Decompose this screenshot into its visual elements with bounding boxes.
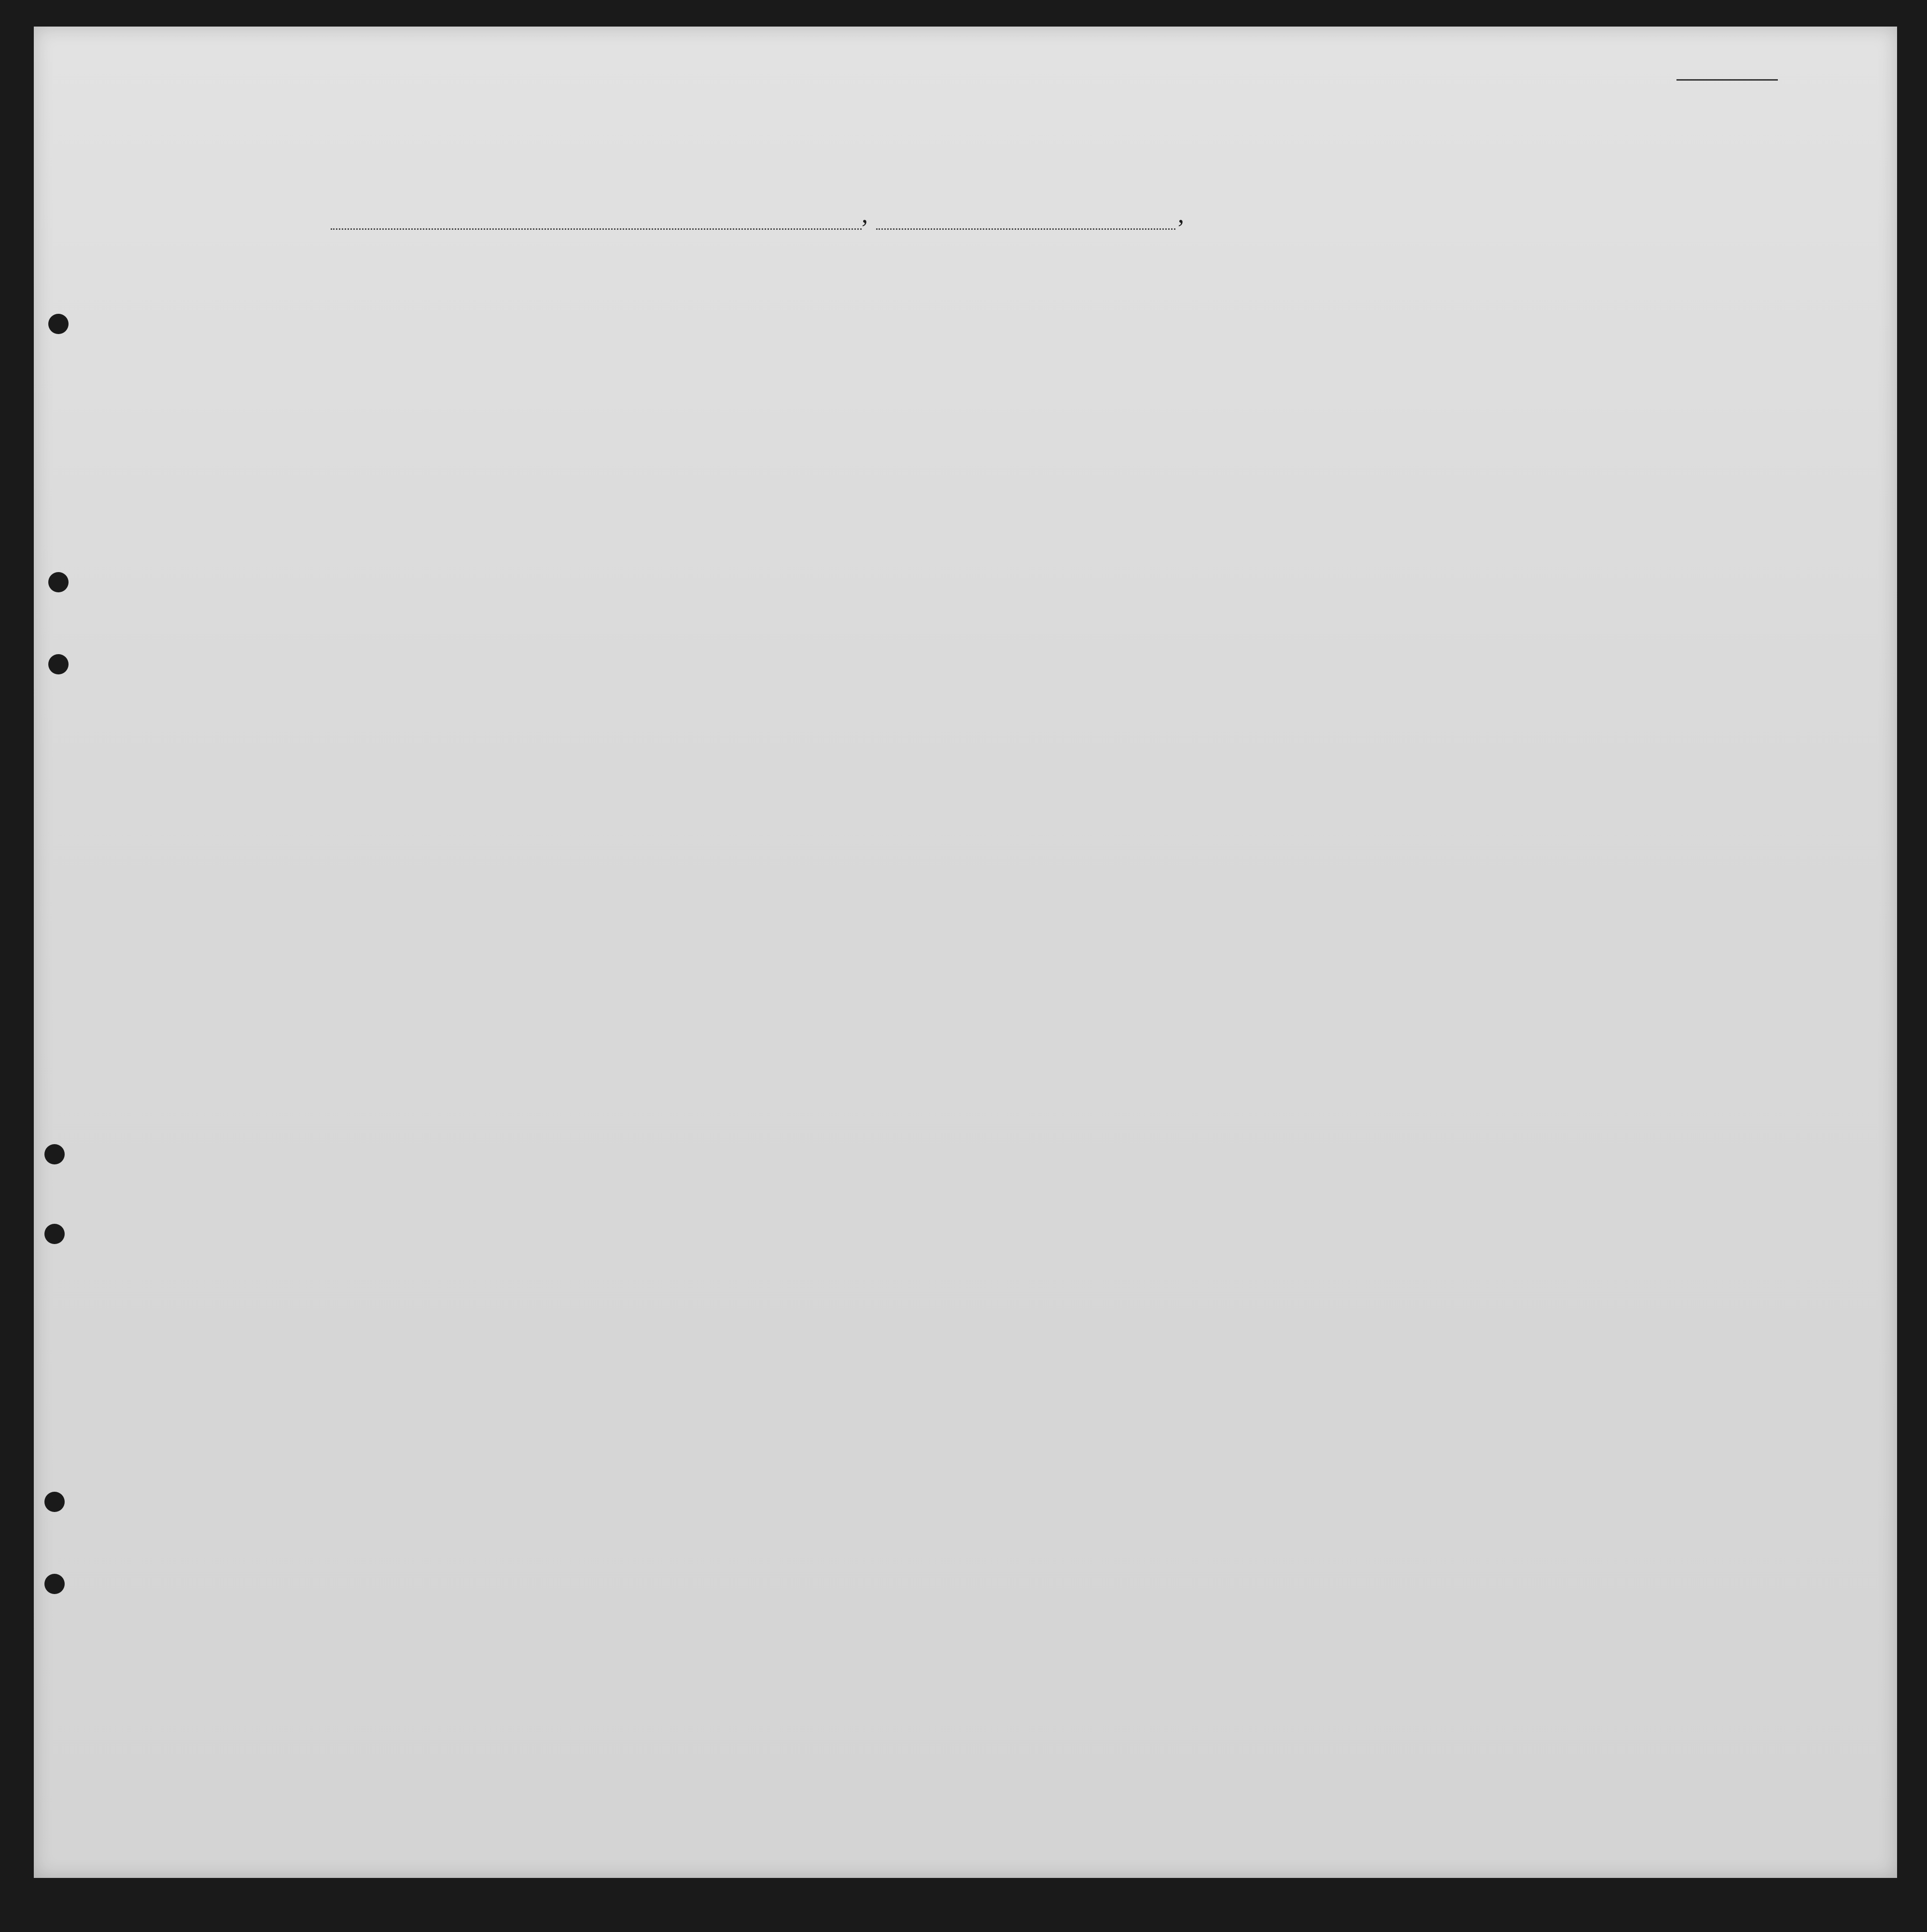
- punch-hole: [44, 1492, 65, 1512]
- punch-hole: [48, 314, 69, 334]
- punch-hole: [48, 572, 69, 592]
- punch-hole: [44, 1144, 65, 1164]
- punch-hole: [48, 654, 69, 674]
- punch-hole: [44, 1574, 65, 1594]
- comma-1: ,: [862, 201, 868, 228]
- manifest-sheet: [34, 27, 1897, 1878]
- comma-2: ,: [1178, 201, 1184, 228]
- manifest-grid: [34, 27, 1897, 1878]
- punch-hole: [44, 1224, 65, 1244]
